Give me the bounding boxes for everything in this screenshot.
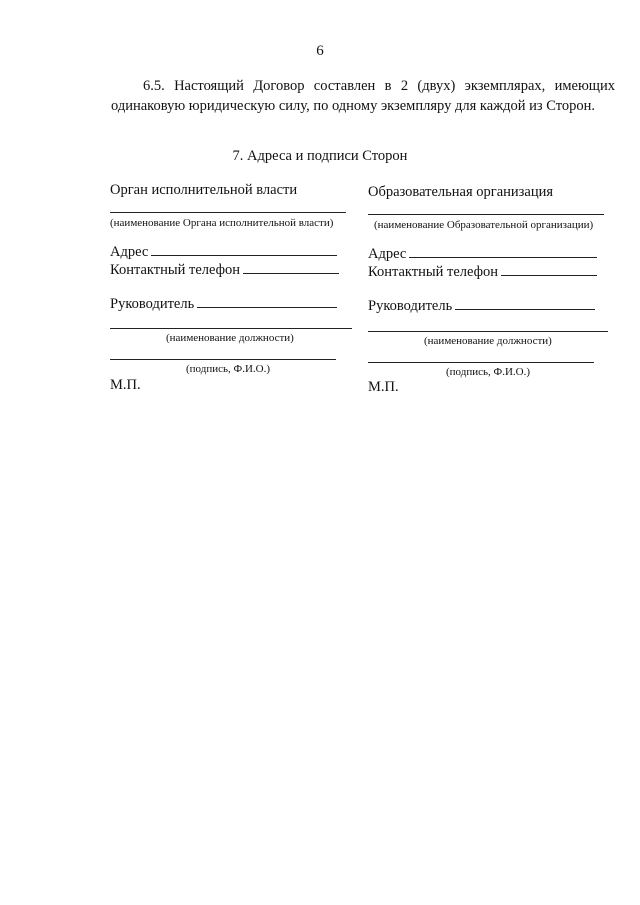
- right-phone-row: [368, 264, 597, 281]
- left-address-row: [110, 244, 337, 261]
- left-position-caption: (наименование должности): [166, 332, 294, 344]
- right-address-label: Адрес: [368, 246, 407, 262]
- right-phone-line: [501, 274, 597, 276]
- right-party-heading: Образовательная организация: [368, 184, 554, 200]
- left-head-row: [110, 296, 337, 313]
- right-head-label: Руководитель: [368, 298, 453, 314]
- right-name-caption: (наименование Образовательной организации): [374, 219, 594, 231]
- left-name-caption: (наименование Органа исполнительной власти): [110, 217, 334, 229]
- right-signature-line: [368, 362, 594, 363]
- left-address-label: Адрес: [110, 244, 149, 260]
- left-position-line: [110, 328, 352, 329]
- right-head-row: [368, 298, 595, 315]
- right-seal: М.П.: [368, 379, 399, 395]
- page-number: 6: [316, 43, 324, 59]
- right-address-row: [368, 246, 597, 263]
- left-head-line: [197, 306, 337, 308]
- right-address-line: [409, 256, 597, 258]
- left-phone-label: Контактный телефон: [110, 262, 241, 278]
- clause-paragraph: 6.5. Настоящий Договор составлен в 2 (двух) экземплярах, имеющих одинаковую юридическую силу, по одному экземпляру для каждой из Сторон.: [111, 78, 615, 114]
- left-head-label: Руководитель: [110, 296, 195, 312]
- right-position-caption: (наименование должности): [424, 335, 552, 347]
- left-name-line: [110, 212, 346, 213]
- left-phone-row: [110, 262, 339, 279]
- right-phone-label: Контактный телефон: [368, 264, 499, 280]
- left-address-line: [151, 254, 337, 256]
- left-seal: М.П.: [110, 377, 141, 393]
- left-signature-line: [110, 359, 336, 360]
- section-title: 7. Адреса и подписи Сторон: [232, 148, 408, 164]
- right-position-line: [368, 331, 608, 332]
- left-signature-caption: (подпись, Ф.И.О.): [186, 363, 270, 375]
- left-party-heading: Орган исполнительной власти: [110, 182, 298, 198]
- left-phone-line: [243, 272, 339, 274]
- right-head-line: [455, 308, 595, 310]
- right-signature-caption: (подпись, Ф.И.О.): [446, 366, 530, 378]
- right-name-line: [368, 214, 604, 215]
